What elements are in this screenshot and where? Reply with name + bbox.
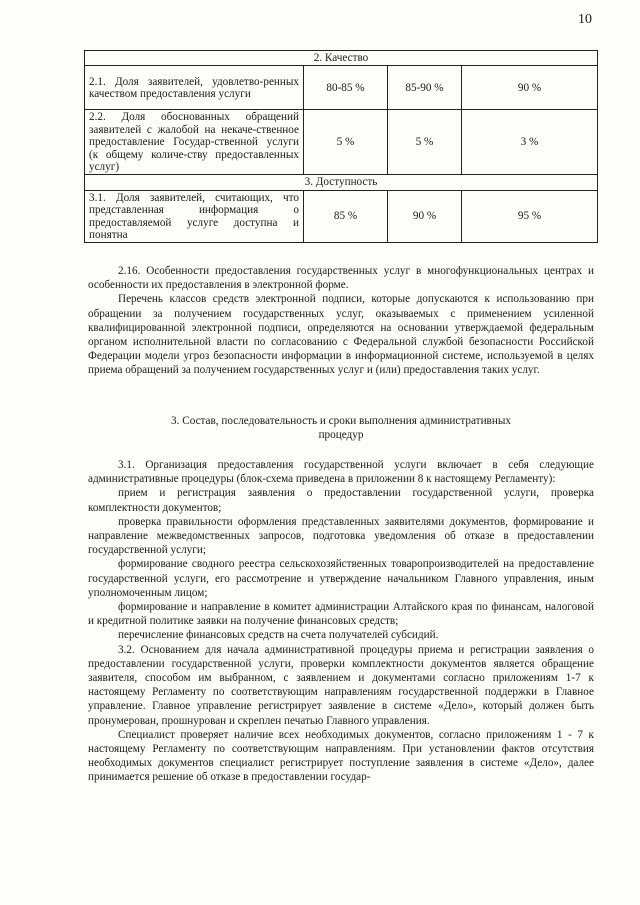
section-heading: 3. Состав, последовательность и сроки выполнения административных процедур — [171, 415, 511, 442]
paragraph-3-2: 3.2. Основанием для начала административной процедуры приема и регистрации заявления о предоставлении государственной услуги, проверки комплектности документов является обращение заявителя, способом им выбранном, с заявлением и документами согласно приложениям 1-7 к настоящему Регламенту по соответствующим направлениям государственной поддержки в Главное управление. Главное управление регистрирует заявление в системе «Дело», который должен быть пронумерован, прошнурован и скреплен печатью Главного управления. — [88, 643, 594, 727]
value-cell: 90 % — [388, 190, 462, 243]
table-section-row — [85, 175, 598, 190]
procedure-item: проверка правильности оформления представленных заявителями документов, формирование и направление межведомственных запросов, подготовка уведомления об отказе в предоставлении государственной услуги; — [88, 515, 594, 557]
procedure-item: перечисление финансовых средств на счета получателей субсидий. — [118, 629, 439, 642]
paragraph-specialist: Специалист проверяет наличие всех необходимых документов, согласно приложениям 1 - 7 к настоящему Регламенту по соответствующим направлениям. При установлении фактов отсутствия необходимых документов специалист регистрирует поступление заявления в системе «Дело», далее принимается решение об отказе в предоставлении государ- — [88, 728, 594, 784]
value-cell: 5 % — [304, 110, 388, 175]
paragraph-signature-classes: Перечень классов средств электронной подписи, которые допускаются к использованию при обращении за получением государственных услуг, оказываемых с применением усиленной квалифицированной электронной подписи, определяются на основании утверждаемой федеральным органом исполнительной власти по согласованию с Федеральной службой безопасности Российской Федерации модели угроз безопасности информации в информационной системе, используемой в целях приема обращений за получением государственных услуг и (или) предоставления таких услуг. — [88, 293, 594, 377]
quality-indicators-table — [84, 50, 598, 243]
section-title: 3. Доступность — [85, 175, 598, 190]
value-cell: 95 % — [462, 190, 598, 243]
value-cell: 85-90 % — [388, 66, 462, 110]
section-3-heading — [88, 414, 594, 442]
section-2-16-text — [88, 264, 594, 378]
row-description: 2.1. Доля заявителей, удовлетво-ренных качеством предоставления услуги — [85, 66, 304, 110]
value-cell: 3 % — [462, 110, 598, 175]
value-cell: 5 % — [388, 110, 462, 175]
procedure-item: формирование и направление в комитет администрации Алтайского края по финансам, налоговой и кредитной политике заявки на получение финансовых средств; — [88, 601, 594, 628]
section-3-text — [88, 458, 594, 785]
procedure-item: формирование сводного реестра сельскохозяйственных товаропроизводителей на предоставление государственной услуги, его рассмотрение и утверждение начальником Главного управления, иным уполномоченным лицом; — [88, 558, 594, 599]
table-row — [85, 190, 598, 243]
value-cell: 85 % — [304, 190, 388, 243]
procedure-item: прием и регистрация заявления о предоставлении государственной услуги, проверка комплектности документов; — [88, 487, 594, 514]
section-title: 2. Качество — [85, 51, 598, 66]
table-row — [85, 66, 598, 110]
paragraph-2-16: 2.16. Особенности предоставления государственных услуг в многофункциональных центрах и особенности их предоставления в электронной форме. — [88, 265, 594, 292]
value-cell: 90 % — [462, 66, 598, 110]
row-description: 3.1. Доля заявителей, считающих, что представленная информация о предоставляемой услуге доступна и понятна — [85, 190, 304, 243]
value-cell: 80-85 % — [304, 66, 388, 110]
page-number: 10 — [578, 12, 592, 27]
row-description: 2.2. Доля обоснованных обращений заявителей с жалобой на некаче-ственное предоставление Государ-ственной услуги (к общему количе-ству предоставленных услуг) — [85, 110, 304, 175]
paragraph-3-1: 3.1. Организация предоставления государственной услуги включает в себя следующие административные процедуры (блок-схема приведена в приложении 8 к настоящему Регламенту): — [88, 459, 594, 486]
table-section-row — [85, 51, 598, 66]
table-row — [85, 110, 598, 175]
